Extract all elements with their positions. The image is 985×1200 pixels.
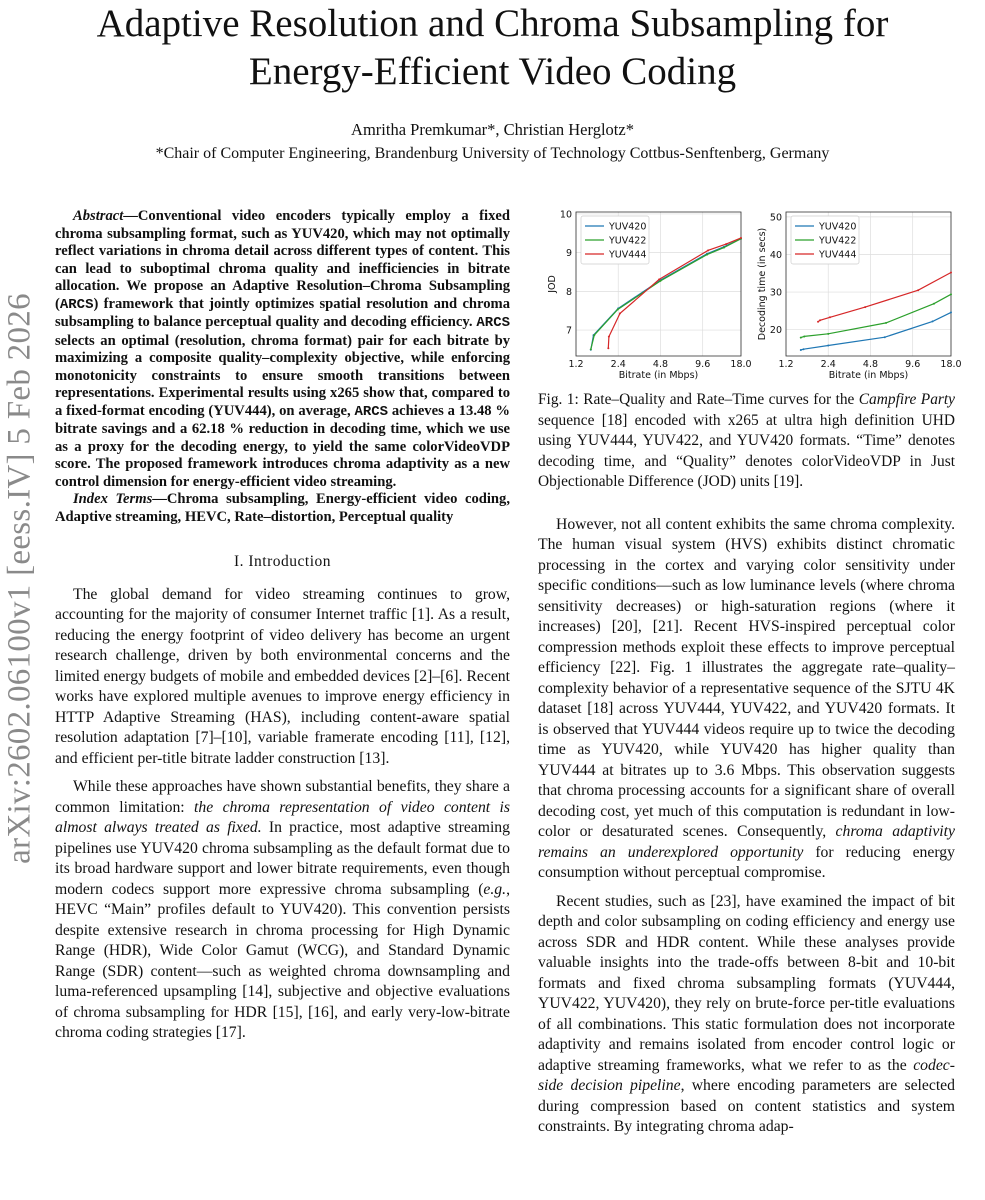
italic-text: Campfire Party <box>858 391 955 408</box>
text-run: reduction in decoding time, which we use as a proxy for the decoding energy, to yield the same colorVideoVDP score. The proposed framework introduces chroma adaptivity as a new control dimension for energy-efficient video streaming. <box>55 421 511 490</box>
figure-1 <box>540 200 970 385</box>
data-point <box>817 321 819 323</box>
text-run: —Conventional video encoders typically employ a fixed chroma subsampling format, such as YUV420, which may not optimally reflect variations in chroma detail across different types of content. This can lead to suboptimal chroma quality and inefficiencies in bitrate allocation. We propose an Adaptive Resolution–Chroma Subsampling ( <box>55 208 510 312</box>
x-axis-label: Bitrate (in Mbps) <box>618 370 699 381</box>
y-axis-label: Decoding time (in secs) <box>757 227 768 341</box>
y-tick-label: 40 <box>769 249 782 261</box>
legend-label: YUV444 <box>819 249 857 261</box>
x-tick-label: 9.6 <box>905 359 921 370</box>
data-point <box>707 249 709 251</box>
text-run: —Chroma subsampling, Energy-efficient video coding, Adaptive streaming, HEVC, Rate–distortion, Perceptual quality <box>55 491 510 525</box>
data-point <box>932 320 934 322</box>
legend-label: YUV422 <box>819 235 857 247</box>
text-run: selects an optimal (resolution, chroma format) pair for each bitrate by maximizing a composite quality–complexity objective, while enforcing monotonicity constraints to ensure smooth transitions between representations. Experimental results using x265 show that, compared to a fixed-format encoding (YUV444), on average, <box>55 332 510 419</box>
text-run: 62.18 % <box>191 421 244 437</box>
series-line-yuv444 <box>818 273 951 322</box>
authors: Amritha Premkumar*, Christian Herglotz* <box>351 120 634 139</box>
left-column <box>55 208 510 1044</box>
x-tick-label: 2.4 <box>820 359 836 370</box>
text-run: While these approaches have shown substantial benefits, they share a common limitation: <box>55 778 510 816</box>
x-tick-label: 1.2 <box>568 359 584 370</box>
data-point <box>659 280 661 282</box>
y-tick-label: 7 <box>565 325 572 337</box>
method-name: ARCS <box>354 403 389 420</box>
text-run: sequence [18] encoded with x265 at ultra high definition UHD using YUV444, YUV422, and YUV420 formats. “Time” denotes decoding time, and “Quality” denotes colorVideoVDP in Just Objectionable Difference (JOD) units [19]. <box>538 411 955 490</box>
y-tick-label: 20 <box>769 325 782 337</box>
series-line-yuv420 <box>801 312 951 350</box>
abstract <box>55 208 510 491</box>
text-run: achieves a <box>388 402 459 419</box>
paragraph <box>55 585 510 770</box>
paragraph <box>538 515 955 884</box>
text-run: The global demand for video streaming continues to grow, accounting for the majority of consumer Internet traffic [1]. As a result, reducing the energy footprint of video delivery has become an urgent research challenge, driven by both environmental concerns and the limited energy budgets of mobile and embedded devices [2]–[6]. Recent works have explored multiple avenues to improve energy efficiency in HTTP Adaptive Streaming (HAS), including content-aware spatial resolution adaptation [7]–[10], variable framerate encoding [11], [12], and efficient per-title bitrate ladder construction [13]. <box>55 585 510 767</box>
legend-label: YUV420 <box>819 221 857 233</box>
y-axis-label: JOD <box>547 275 558 293</box>
data-point <box>740 237 742 239</box>
text-run: , HEVC “Main” profiles default to YUV420). This convention persists despite extensive research in chroma processing for High Dynamic Range (HDR), Wide Color Gamut (WCG), and Standard Dynamic Range (SDR) content—such as weighted chroma downsampling and luma-referenced upsampling [14], subjective and objective evaluations of chroma subsampling for HDR [15], [16], and early very-low-bitrate chroma coding strategies [17]. <box>55 880 510 1041</box>
data-point <box>884 336 886 338</box>
series-line-yuv422 <box>801 294 951 337</box>
text-run: In practice, most adaptive streaming pipelines use YUV420 chroma subsampling as the default format due to its broad hardware support and lower bitrate requirements, even though modern codecs support more expressive chroma subsampling ( <box>55 819 510 898</box>
data-point <box>800 349 802 351</box>
italic-text: codec-side decision pipeline <box>538 1056 955 1094</box>
section-heading: I. Introduction <box>233 553 332 570</box>
affiliation: *Chair of Computer Engineering, Brandenburg University of Technology Cottbus-Senftenberg, Germany <box>155 145 830 162</box>
data-point <box>885 322 887 324</box>
title-line: Adaptive Resolution and Chroma Subsampling for <box>96 2 889 45</box>
data-point <box>950 293 952 295</box>
y-tick-label: 10 <box>559 209 572 221</box>
italic-text: chroma adaptivity remains an underexplored opportunity <box>538 823 955 861</box>
italic-text: the chroma representation of video content is almost always treated as fixed. <box>55 798 510 836</box>
data-point <box>917 289 919 291</box>
data-point <box>706 254 708 256</box>
data-point <box>590 348 592 350</box>
y-tick-label: 9 <box>565 248 572 260</box>
data-point <box>617 309 619 311</box>
text-run: However, not all content exhibits the same chroma complexity. The human visual system (HVS) exhibits distinct chromatic processing in the cortex and varying color sensitivity under specific conditions—such as low luminance levels (where chroma sensitivity decreases) or high-saturation regions (where it increases) [20], [21]. Recent HVS-inspired perceptual color compression methods exploit these effects to improve perceptual efficiency [22]. Fig. 1 illustrates the aggregate rate–quality–complexity behavior of a representative sequence of the SJTU 4K dataset [18] across YUV444, YUV422, and YUV420 formats. It is observed that YUV444 videos require up to twice the decoding time as YUV420, while YUV420 has higher quality than YUV444 at bitrates up to 3.6 Mbps. This observation suggests that chroma processing accounts for a significant share of overall decoding cost, yet much of this computation is redundant in low-color or desaturated scenes. Consequently, <box>538 515 955 840</box>
data-point <box>827 333 829 335</box>
data-point <box>950 311 952 313</box>
data-point <box>723 247 725 249</box>
method-name: ARCS <box>59 296 94 313</box>
legend-label: YUV422 <box>609 235 647 247</box>
y-tick-label: 8 <box>565 286 572 298</box>
text-run: Fig. 1: Rate–Quality and Rate–Time curves for the <box>538 391 859 408</box>
data-point <box>619 312 621 314</box>
data-point <box>800 337 802 339</box>
x-tick-label: 1.2 <box>778 359 794 370</box>
data-point <box>864 306 866 308</box>
data-point <box>658 278 660 280</box>
index-terms <box>55 491 510 526</box>
x-tick-label: 4.8 <box>862 359 879 370</box>
right-column <box>538 390 955 1138</box>
data-point <box>819 319 821 321</box>
text-run: 13.48 % <box>458 402 510 419</box>
x-tick-label: 18.0 <box>940 359 962 370</box>
text-run: Recent studies, such as [23], have examined the impact of bit depth and color subsampling on coding efficiency and energy use across SDR and HDR content. While these analyses provide valuable insights into the trade-offs between 8-bit and 10-bit formats and fixed chroma subsampling formats (YUV444, YUV422, YUV420), they rely on brute-force per-title evaluations of all combinations. This static formulation does not incorporate adaptivity and remains isolated from encoder control logic or adaptive streaming frameworks, what we refer to as the <box>538 892 955 1074</box>
data-point <box>725 243 727 245</box>
x-axis-label: Bitrate (in Mbps) <box>828 370 909 381</box>
title-line: Energy-Efficient Video Coding <box>248 50 737 93</box>
text-run: bitrate savings and a <box>55 421 192 437</box>
italic-text: Index Terms <box>73 491 153 507</box>
data-point <box>933 303 935 305</box>
legend-label: YUV444 <box>609 249 647 261</box>
data-point <box>950 272 952 274</box>
method-name: ARCS <box>476 315 510 331</box>
italic-text: e.g. <box>483 880 507 898</box>
data-point <box>608 336 610 338</box>
legend-label: YUV420 <box>609 221 647 233</box>
data-point <box>827 344 829 346</box>
text-run: for reducing energy consumption without perceptual compromise. <box>538 843 955 881</box>
y-tick-label: 50 <box>769 212 782 224</box>
data-point <box>829 316 831 318</box>
x-tick-label: 4.8 <box>652 359 669 370</box>
text-run: , where encoding parameters are selected during compression based on content statistics and system constraints. By integrating chroma adap- <box>538 1077 955 1135</box>
paper-title <box>0 0 985 96</box>
paragraph <box>55 777 510 1044</box>
data-point <box>593 334 595 336</box>
x-tick-label: 2.4 <box>610 359 626 370</box>
arxiv-identifier: arXiv:2602.06100v1 [eess.IV] 5 Feb 2026 <box>1 293 38 864</box>
paragraph <box>538 892 955 1138</box>
text-run: ) framework that jointly optimizes spatial resolution and chroma subsampling to balance perceptual quality and decoding efficiency. <box>55 295 510 330</box>
figure-caption <box>538 390 955 493</box>
data-point <box>607 347 609 349</box>
x-tick-label: 18.0 <box>730 359 752 370</box>
italic-text: Abstract <box>73 208 124 224</box>
y-tick-label: 30 <box>769 287 782 299</box>
data-point <box>803 335 805 337</box>
x-tick-label: 9.6 <box>695 359 711 370</box>
data-point <box>803 348 805 350</box>
